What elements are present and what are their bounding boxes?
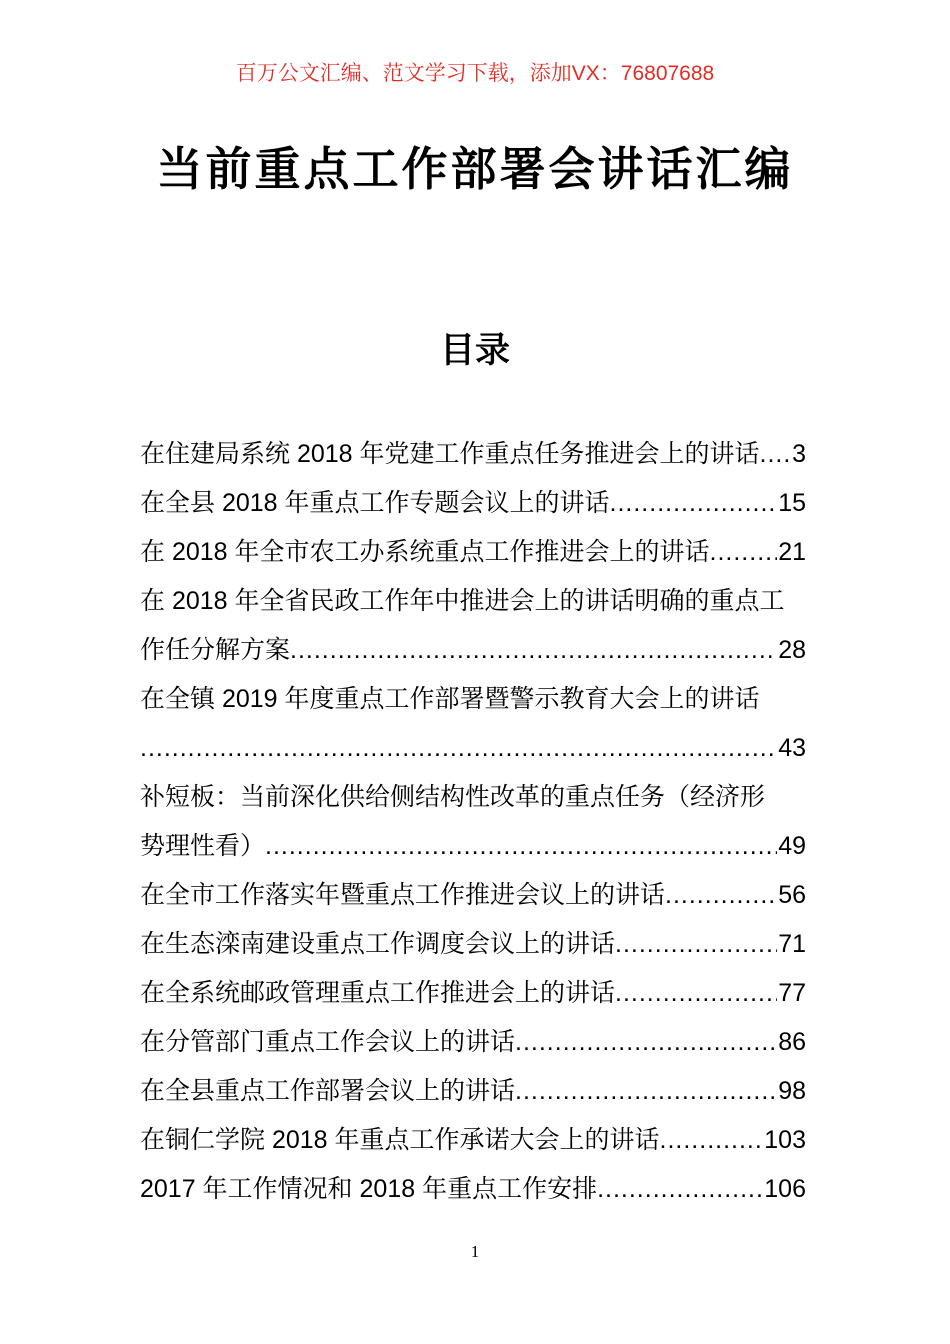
toc-page-number: 28	[778, 636, 806, 664]
toc-dot-leader	[760, 430, 792, 479]
document-title: 当前重点工作部署会讲话汇编	[156, 144, 794, 195]
toc-row	[140, 1067, 806, 1116]
toc-row	[140, 528, 806, 577]
toc-page-number: 49	[778, 832, 806, 860]
toc-dot-leader	[515, 1067, 777, 1116]
toc-dot-leader	[515, 1018, 777, 1067]
toc-dot-leader	[615, 969, 777, 1018]
toc-dot-leader	[710, 528, 778, 577]
toc-entry-text: 在住建局系统 2018 年党建工作重点任务推进会上的讲话	[140, 440, 760, 468]
toc-page-number: 43	[778, 734, 806, 762]
toc-page-number: 56	[778, 881, 806, 909]
toc-row	[140, 430, 806, 479]
toc-entry-text: 在生态滦南建设重点工作调度会议上的讲话	[140, 930, 616, 958]
toc-dot-leader	[610, 479, 778, 528]
toc-row	[140, 920, 806, 969]
toc-entry-text: 在分管部门重点工作会议上的讲话	[140, 1028, 516, 1056]
toc-entry-text: 势理性看）	[140, 832, 266, 860]
toc-page-number: 86	[778, 1028, 806, 1056]
toc-row	[140, 479, 806, 528]
page-number-footer: 1	[470, 1242, 480, 1261]
toc-dot-leader	[615, 920, 777, 969]
toc-entry-text: 在全镇 2019 年度重点工作部署暨警示教育大会上的讲话	[140, 685, 760, 713]
promo-banner: 百万公文汇编、范文学习下载，添加VX：76807688	[235, 62, 715, 85]
toc-entry-text: 在全县重点工作部署会议上的讲话	[140, 1077, 516, 1105]
toc-row	[140, 1165, 806, 1214]
toc-entry-text: 2017 年工作情况和 2018 年重点工作安排	[140, 1175, 598, 1203]
toc-entry-text: 在 2018 年全市农工办系统重点工作推进会上的讲话	[140, 538, 710, 566]
toc-page-number: 21	[778, 538, 806, 566]
toc-row	[140, 773, 806, 822]
toc-row	[140, 626, 806, 675]
toc-row	[140, 577, 806, 626]
toc-page-number: 71	[778, 930, 806, 958]
toc-row	[140, 1018, 806, 1067]
toc-row	[140, 822, 806, 871]
toc-entry-text: 补短板：当前深化供给侧结构性改革的重点任务（经济形	[140, 783, 766, 811]
toc-dot-leader	[597, 1165, 763, 1214]
toc-row	[140, 1116, 806, 1165]
toc-dot-leader	[665, 871, 777, 920]
toc-page-number: 106	[764, 1175, 806, 1203]
toc-entry-text: 在全系统邮政管理重点工作推进会上的讲话	[140, 979, 616, 1007]
toc-page-number: 98	[778, 1077, 806, 1105]
toc-row	[140, 871, 806, 920]
toc-page-number: 77	[778, 979, 806, 1007]
toc-heading: 目录	[439, 331, 510, 370]
toc-dot-leader	[660, 1116, 764, 1165]
toc-entry-text: 在全县 2018 年重点工作专题会议上的讲话	[140, 489, 610, 517]
toc-row	[140, 969, 806, 1018]
toc-page-number: 103	[764, 1126, 806, 1154]
toc-entry-text: 在 2018 年全省民政工作年中推进会上的讲话明确的重点工	[140, 587, 785, 615]
toc-dot-leader	[265, 822, 777, 871]
toc-page-number: 15	[778, 489, 806, 517]
toc-dot-leader	[140, 724, 777, 773]
toc-page-number: 3	[792, 440, 806, 468]
toc-entry-text: 在铜仁学院 2018 年重点工作承诺大会上的讲话	[140, 1126, 660, 1154]
toc-row	[140, 675, 806, 724]
toc-entry-text: 作任分解方案	[140, 636, 291, 664]
toc-list	[140, 430, 806, 1214]
toc-dot-leader	[290, 626, 777, 675]
toc-entry-text: 在全市工作落实年暨重点工作推进会议上的讲话	[140, 881, 666, 909]
toc-row	[140, 724, 806, 773]
